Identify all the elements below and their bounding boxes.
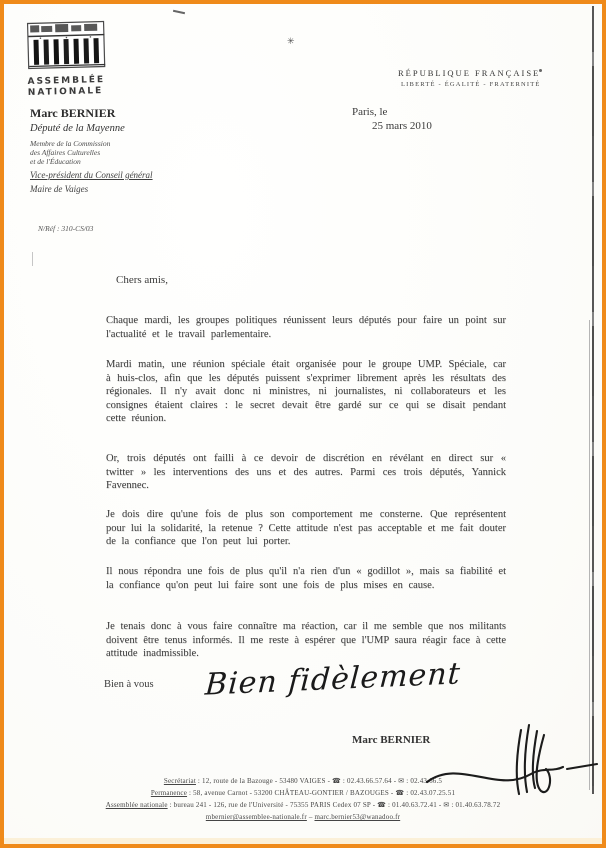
- sender-name: Marc BERNIER: [30, 106, 116, 120]
- footer-text: : 58, avenue Carnot - 53200 CHÂTEAU-GONTIER / BAZOUGES - ☎ : 02.43.07.25.51: [187, 789, 456, 797]
- reference-number: N/Réf : 310-CS/03: [38, 224, 94, 233]
- republic-line: RÉPUBLIQUE FRANÇAISE: [398, 68, 541, 78]
- scan-artifact-line: [592, 6, 594, 794]
- sender-role: Membre de la Commission: [30, 139, 111, 148]
- letter-paragraph: Il nous répondra une fois de plus qu'il n'a rien d'un « godillot », mais sa fiabilité et la confiance qu'on peut lui faire sont une fois de plus mises en cause.: [106, 566, 506, 591]
- scan-speck: [32, 252, 33, 266]
- sender-role: et de l'Éducation: [30, 157, 81, 166]
- letter-paragraph: Je dois dire qu'une fois de plus son comportement me consterne. Que représentent pour lui la solidarité, la retenue ? Cette attitude n'est pas acceptable et me fait douter de la confiance que l'on peut lui porter.: [106, 509, 506, 547]
- signature-scribble-icon: [425, 720, 600, 810]
- email-separator: –: [308, 813, 313, 821]
- sender-role: Vice-président du Conseil général: [30, 170, 153, 180]
- place-label: Paris, le: [352, 106, 388, 118]
- handwritten-closing: Bien fidèlement: [204, 656, 462, 703]
- letter-paragraph: Je tenais donc à vous faire connaître ma réaction, car il me semble que nos militants doivent être tenus informés. Il me reste à espérer que l'UMP saura réagir face à cette attitude inadmissible.: [106, 621, 506, 659]
- footer-text: : bureau 241 - 126, rue de l'Université - 75355 PARIS Cedex 07 SP - ☎ : 01.40.63.72.41 - ✉ : 01.40.63.78.72: [167, 801, 501, 809]
- email-address: marc.bernier53@wanadoo.fr: [314, 813, 401, 821]
- footer-label: Permanence: [150, 789, 188, 797]
- letter-date: 25 mars 2010: [372, 120, 432, 132]
- letter-paragraph: Chaque mardi, les groupes politiques réunissent leurs députés pour faire un point sur l'actualité et le travail parlementaire.: [106, 315, 506, 340]
- footer-text: : 12, route de la Bazouge - 53480 VAIGES - ☎ : 02.43.66.57.64 - ✉ : 02.43.66.5: [195, 777, 443, 785]
- salutation: Chers amis,: [116, 274, 168, 286]
- sender-role: Maire de Vaiges: [30, 184, 89, 194]
- sender-role: des Affaires Culturelles: [30, 148, 101, 157]
- logo-caption-line1: ASSEMBLÉE: [27, 75, 106, 88]
- scan-bottom-band: [4, 838, 602, 844]
- logo-caption: [27, 75, 108, 98]
- email-address: mbernier@assemblee-nationale.fr: [205, 813, 307, 821]
- letter-paragraph: Mardi matin, une réunion spéciale était organisée pour le groupe UMP. Spéciale, car à huis-clos, afin que les députés puissent s'exprimer librement après les résultats des régionales. Il n'y avait donc ni ministres, ni journalistes, ni collaborateurs et les consignes étaient claires : le secret devait être gardé sur ce qui se disait pendant cette réunion.: [106, 359, 506, 424]
- republic-motto: LIBERTÉ - ÉGALITÉ - FRATERNITÉ: [401, 81, 541, 88]
- letter-paragraph: Or, trois députés ont failli à ce devoir de discrétion en révélant en direct sur « twitter » les interventions des uns et des autres. Parmi ces trois députés, Yannick Favennec.: [106, 453, 506, 491]
- scan-speck: ✳: [287, 36, 295, 46]
- footer-line-emails: [20, 813, 586, 821]
- assemblee-nationale-logo-icon: [26, 20, 108, 98]
- signature-name: Marc BERNIER: [352, 734, 431, 746]
- colonnade-emblem-icon: [26, 20, 107, 72]
- closing-formula: Bien à vous: [104, 679, 154, 690]
- scan-speck: [173, 10, 185, 14]
- logo-caption-line2: NATIONALE: [27, 85, 104, 98]
- sender-title: Député de la Mayenne: [30, 123, 125, 134]
- footer-label: Assemblée nationale: [105, 801, 168, 809]
- footer-label: Secrétariat: [163, 777, 196, 785]
